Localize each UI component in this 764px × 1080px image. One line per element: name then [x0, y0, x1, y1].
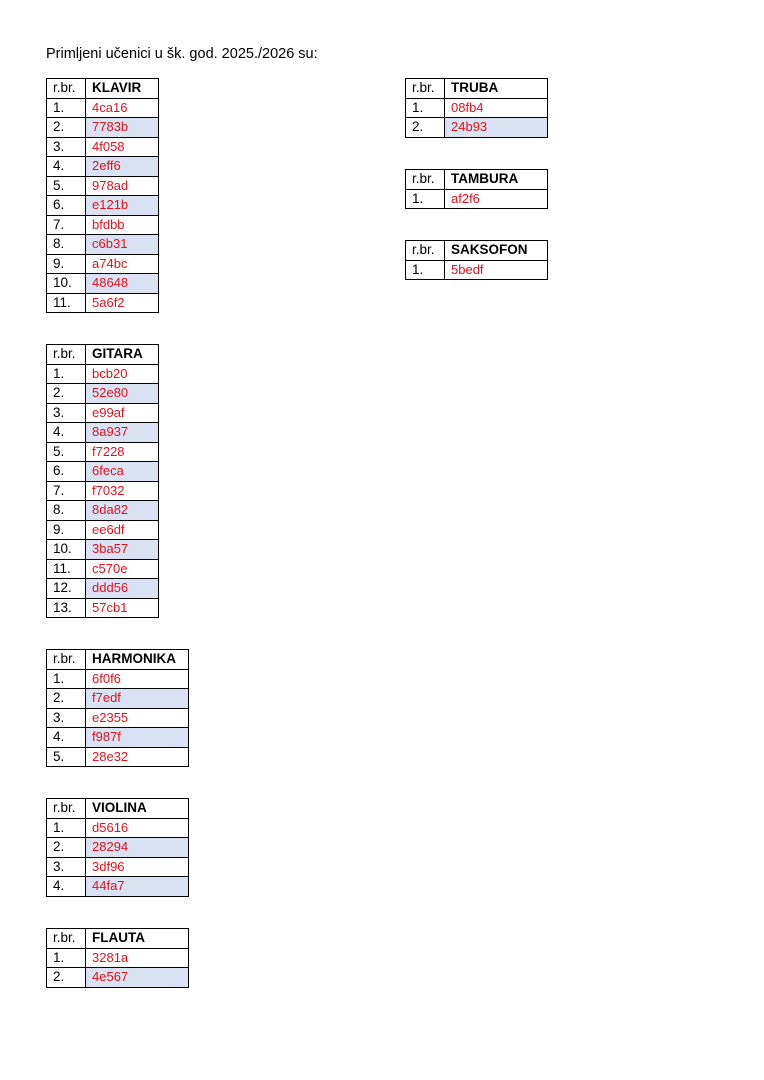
student-code: 3df96: [86, 857, 189, 877]
student-code: 6feca: [86, 462, 159, 482]
table-row: [47, 196, 159, 216]
table-row: [47, 98, 159, 118]
table-saksofon: [405, 240, 548, 280]
number-column-header: r.br.: [47, 345, 86, 365]
row-number: 2.: [47, 118, 86, 138]
row-number: 8.: [47, 235, 86, 255]
table-row: [47, 254, 159, 274]
table-truba: [405, 78, 548, 138]
student-code: 57cb1: [86, 598, 159, 618]
table-row: [47, 293, 159, 313]
row-number: 2.: [47, 689, 86, 709]
instrument-header: HARMONIKA: [86, 650, 189, 670]
student-code: f7032: [86, 481, 159, 501]
table-header-row: [406, 79, 548, 99]
table-row: [47, 423, 159, 443]
table-row: [47, 948, 189, 968]
row-number: 2.: [47, 968, 86, 988]
student-code: f987f: [86, 728, 189, 748]
row-number: 2.: [406, 118, 445, 138]
table-row: [47, 877, 189, 897]
student-code: a74bc: [86, 254, 159, 274]
student-code: 978ad: [86, 176, 159, 196]
student-code: 3ba57: [86, 540, 159, 560]
row-number: 11.: [47, 293, 86, 313]
table-row: [406, 260, 548, 280]
student-code: 24b93: [445, 118, 548, 138]
number-column-header: r.br.: [47, 650, 86, 670]
instrument-header: TRUBA: [445, 79, 548, 99]
student-code: 7783b: [86, 118, 159, 138]
student-code: 8a937: [86, 423, 159, 443]
row-number: 9.: [47, 254, 86, 274]
row-number: 6.: [47, 196, 86, 216]
row-number: 3.: [47, 403, 86, 423]
table-header-row: [47, 650, 189, 670]
table-violina: [46, 798, 189, 897]
table-row: [47, 747, 189, 767]
table-row: [47, 215, 159, 235]
table-row: [47, 598, 159, 618]
student-code: e99af: [86, 403, 159, 423]
table-row: [47, 689, 189, 709]
row-number: 4.: [47, 423, 86, 443]
table-header-row: [47, 345, 159, 365]
student-code: 6f0f6: [86, 669, 189, 689]
table-row: [406, 118, 548, 138]
table-row: [47, 481, 159, 501]
student-code: f7edf: [86, 689, 189, 709]
table-row: [47, 520, 159, 540]
table-header-row: [47, 799, 189, 819]
table-row: [406, 189, 548, 209]
row-number: 1.: [47, 98, 86, 118]
row-number: 1.: [47, 669, 86, 689]
table-row: [47, 157, 159, 177]
student-code: ddd56: [86, 579, 159, 599]
number-column-header: r.br.: [47, 79, 86, 99]
table-row: [47, 501, 159, 521]
table-row: [47, 384, 159, 404]
table-row: [47, 462, 159, 482]
row-number: 1.: [406, 189, 445, 209]
table-row: [406, 98, 548, 118]
table-row: [47, 818, 189, 838]
table-row: [47, 968, 189, 988]
student-code: 4f058: [86, 137, 159, 157]
table-header-row: [406, 170, 548, 190]
student-code: 4ca16: [86, 98, 159, 118]
row-number: 1.: [47, 948, 86, 968]
row-number: 4.: [47, 728, 86, 748]
table-row: [47, 176, 159, 196]
student-code: d5616: [86, 818, 189, 838]
table-row: [47, 118, 159, 138]
student-code: 28294: [86, 838, 189, 858]
table-header-row: [47, 79, 159, 99]
table-row: [47, 540, 159, 560]
row-number: 9.: [47, 520, 86, 540]
table-row: [47, 403, 159, 423]
row-number: 2.: [47, 384, 86, 404]
instrument-header: FLAUTA: [86, 929, 189, 949]
table-row: [47, 728, 189, 748]
student-code: 4e567: [86, 968, 189, 988]
student-code: c6b31: [86, 235, 159, 255]
row-number: 13.: [47, 598, 86, 618]
student-code: e2355: [86, 708, 189, 728]
student-code: 28e32: [86, 747, 189, 767]
table-row: [47, 559, 159, 579]
student-code: af2f6: [445, 189, 548, 209]
row-number: 5.: [47, 176, 86, 196]
table-row: [47, 235, 159, 255]
table-harmonika: [46, 649, 189, 767]
row-number: 1.: [47, 818, 86, 838]
instrument-header: KLAVIR: [86, 79, 159, 99]
row-number: 7.: [47, 215, 86, 235]
row-number: 3.: [47, 137, 86, 157]
student-code: 08fb4: [445, 98, 548, 118]
table-klavir: [46, 78, 159, 313]
table-row: [47, 857, 189, 877]
instrument-header: GITARA: [86, 345, 159, 365]
student-code: bfdbb: [86, 215, 159, 235]
student-code: 2eff6: [86, 157, 159, 177]
table-row: [47, 274, 159, 294]
table-header-row: [47, 929, 189, 949]
table-gitara: [46, 344, 159, 618]
row-number: 4.: [47, 157, 86, 177]
table-row: [47, 708, 189, 728]
instrument-header: TAMBURA: [445, 170, 548, 190]
student-code: 5a6f2: [86, 293, 159, 313]
number-column-header: r.br.: [406, 241, 445, 261]
student-code: 52e80: [86, 384, 159, 404]
instrument-header: VIOLINA: [86, 799, 189, 819]
page-heading: Primljeni učenici u šk. god. 2025./2026 su:: [46, 46, 318, 62]
row-number: 7.: [47, 481, 86, 501]
row-number: 10.: [47, 274, 86, 294]
student-code: 48648: [86, 274, 159, 294]
number-column-header: r.br.: [47, 799, 86, 819]
student-code: f7228: [86, 442, 159, 462]
table-row: [47, 838, 189, 858]
student-code: 8da82: [86, 501, 159, 521]
student-code: ee6df: [86, 520, 159, 540]
row-number: 4.: [47, 877, 86, 897]
number-column-header: r.br.: [47, 929, 86, 949]
instrument-header: SAKSOFON: [445, 241, 548, 261]
table-tambura: [405, 169, 548, 209]
table-header-row: [406, 241, 548, 261]
student-code: 5bedf: [445, 260, 548, 280]
table-flauta: [46, 928, 189, 988]
row-number: 1.: [47, 364, 86, 384]
row-number: 11.: [47, 559, 86, 579]
row-number: 5.: [47, 747, 86, 767]
student-code: 3281a: [86, 948, 189, 968]
student-code: bcb20: [86, 364, 159, 384]
table-row: [47, 442, 159, 462]
table-row: [47, 364, 159, 384]
number-column-header: r.br.: [406, 170, 445, 190]
student-code: 44fa7: [86, 877, 189, 897]
row-number: 6.: [47, 462, 86, 482]
row-number: 3.: [47, 857, 86, 877]
student-code: e121b: [86, 196, 159, 216]
row-number: 12.: [47, 579, 86, 599]
row-number: 8.: [47, 501, 86, 521]
row-number: 10.: [47, 540, 86, 560]
table-row: [47, 579, 159, 599]
row-number: 1.: [406, 260, 445, 280]
row-number: 3.: [47, 708, 86, 728]
row-number: 5.: [47, 442, 86, 462]
row-number: 2.: [47, 838, 86, 858]
table-row: [47, 137, 159, 157]
row-number: 1.: [406, 98, 445, 118]
student-code: c570e: [86, 559, 159, 579]
number-column-header: r.br.: [406, 79, 445, 99]
table-row: [47, 669, 189, 689]
